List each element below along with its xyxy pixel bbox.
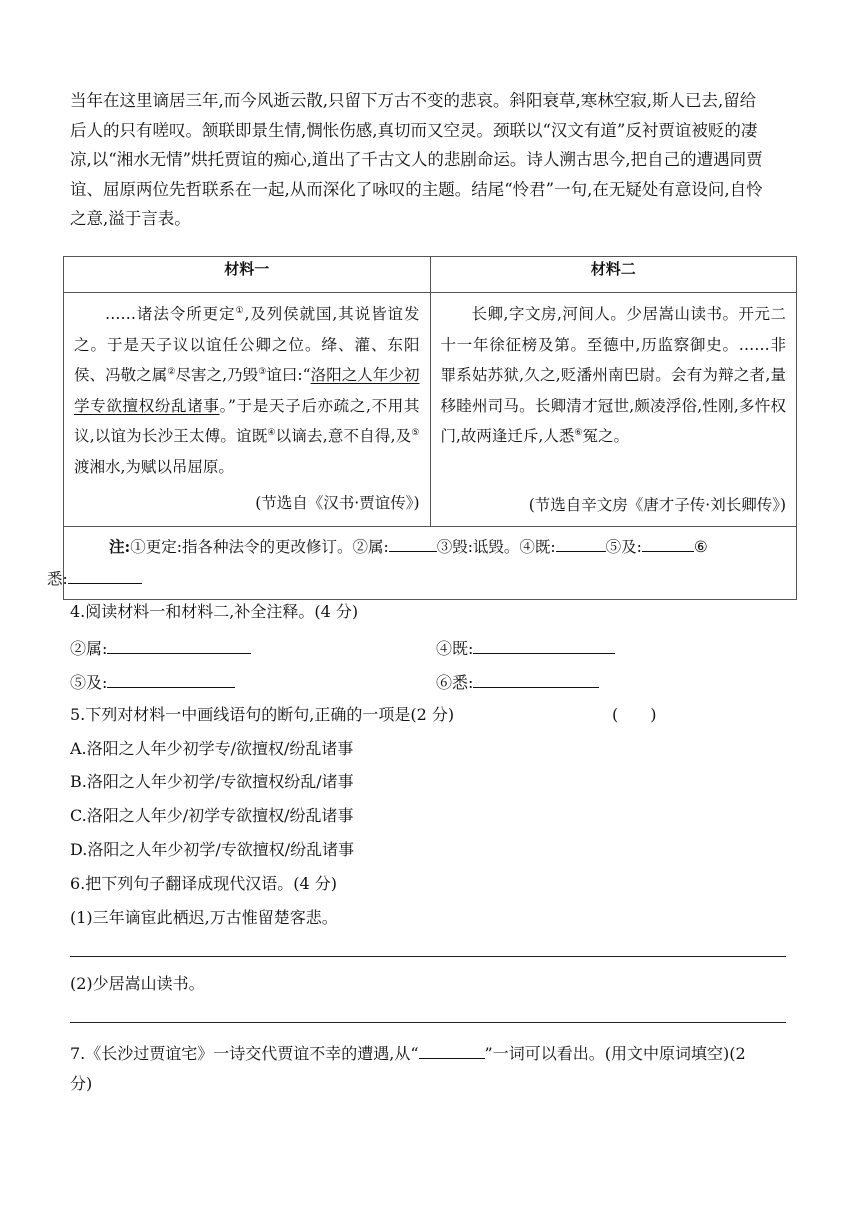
material-one-cell [64, 293, 431, 527]
question-4-stem: 4.阅读材料一和材料二,补全注释。(4 分) [70, 602, 359, 621]
q6-sentence-2: (2)少居嵩山读书。 [70, 974, 205, 993]
material-one-header: 材料一 [64, 257, 431, 293]
q4-blank-a[interactable] [107, 637, 251, 654]
q5-option-d[interactable]: D.洛阳之人年少初学/专欲擅权/纷乱诸事 [70, 840, 355, 859]
notes-cell: 注:①更定:指各种法令的更改修订。②属: ③毁:诋毁。④既: ⑤及: ⑥ 悉: [64, 527, 797, 600]
material-one-source: (节选自《汉书·贾谊传》) [255, 494, 420, 512]
material-two-cell [430, 293, 797, 527]
q5-answer-paren[interactable]: ( ) [612, 705, 657, 724]
note-blank-6[interactable] [68, 567, 142, 584]
material-two-text: 长卿,字文房,河间人。少居嵩山读书。开元二十一年徐征榜及第。至德中,历监察御史。……非罪系姑苏狱,久之,贬潘州南巴尉。会有为辩之者,量移睦州司马。长卿清才冠世,颇凌浮俗,性刚,多忤权门,故两逢迁斥,人悉⑥冤之。 [440, 305, 786, 445]
q4-blank-d[interactable] [473, 671, 599, 688]
question-5-stem: 5.下列对材料一中画线语句的断句,正确的一项是(2 分) [70, 705, 455, 724]
intro-line: 后人的只有嗟叹。颔联即景生情,惆怅伤感,真切而又空灵。颈联以“汉文有道”反衬贾谊被贬的凄 [70, 120, 758, 140]
q4-fill-c: ⑤及: [70, 671, 235, 693]
material-one-text: ……诸法令所更定①,及列侯就国,其说皆谊发之。于是天子议以谊任公卿之位。绛、灌、东阳侯、冯敬之属②尽害之,乃毁③谊曰:“洛阳之人年少初学专欲擅权纷乱诸事。”于是天子后亦疏之,不用其议,以谊为长沙王太傅。谊既④以谪去,意不自得,及⑤渡湘水,为赋以吊屈原。 [74, 305, 420, 476]
underlined-sentence: 洛阳之人年少初学专欲擅权纷乱诸事 [74, 366, 420, 415]
q6-sentence-1: (1)三年谪宦此栖迟,万古惟留楚客悲。 [70, 908, 338, 927]
q4-fill-d: ⑥悉: [436, 671, 599, 693]
materials-table [47, 256, 797, 600]
intro-line: 当年在这里谪居三年,而今风逝云散,只留下万古不变的悲哀。斜阳衰草,寒林空寂,斯人已去,留给 [70, 91, 757, 110]
material-two-source: (节选自辛文房《唐才子传·刘长卿传》) [528, 495, 786, 514]
note-blank-5[interactable] [642, 535, 694, 552]
intro-line: 之意,溢于言表。 [70, 209, 191, 228]
q4-fill-b: ④既: [436, 637, 615, 659]
intro-line: 谊、屈原两位先哲联系在一起,从而深化了咏叹的主题。结尾“怜君”一句,在无疑处有意设问,自怜 [70, 179, 763, 199]
q6-answer-line-2[interactable] [70, 1022, 786, 1023]
question-6-stem: 6.把下列句子翻译成现代汉语。(4 分) [70, 874, 338, 893]
q4-blank-c[interactable] [107, 671, 235, 688]
q4-fill-a: ②属: [70, 637, 251, 659]
question-7-stem: 7.《长沙过贾谊宅》一诗交代贾谊不幸的遭遇,从“ ”一词可以看出。(用文中原词填空)(2 [70, 1044, 746, 1063]
q6-answer-line-1[interactable] [70, 956, 786, 957]
q5-option-b[interactable]: B.洛阳之人年少初学/专欲擅权纷乱/诸事 [70, 772, 354, 791]
q5-option-c[interactable]: C.洛阳之人年少/初学专欲擅权/纷乱诸事 [70, 806, 354, 825]
question-7-tail: 分) [70, 1074, 93, 1093]
material-two-header: 材料二 [430, 257, 797, 293]
intro-passage [70, 86, 792, 234]
note-blank-2[interactable] [389, 535, 437, 552]
notes-label: 注: [109, 537, 131, 556]
q4-blank-b[interactable] [473, 637, 615, 654]
q5-option-a[interactable]: A.洛阳之人年少初学专/欲擅权/纷乱诸事 [70, 739, 354, 758]
note-blank-4[interactable] [556, 535, 606, 552]
q7-blank[interactable] [419, 1042, 485, 1059]
intro-line: 凉,以“湘水无情”烘托贾谊的痴心,道出了千古文人的悲剧命运。诗人溯古思今,把自己的遭遇同贾 [70, 150, 763, 169]
